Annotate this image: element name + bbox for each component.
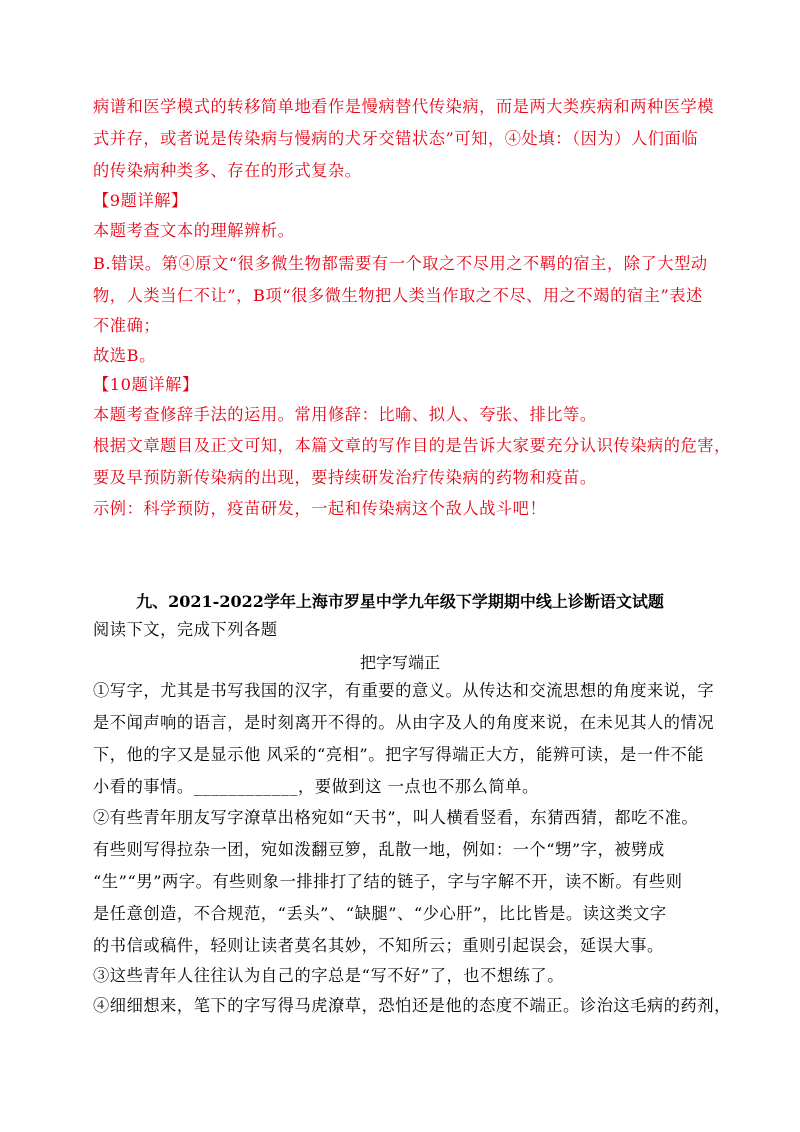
paragraph-line: ③这些青年人往往认为自己的字总是“写不好”了，也不想练了。	[93, 966, 565, 985]
answer-line: B.错误。第④原文“很多微生物都需要有一个取之不尽用之不羁的宿主，除了大型动	[93, 254, 708, 273]
question-10-heading: 【10题详解】	[93, 375, 199, 394]
paragraph-line: 是不闻声响的语言，是时刻离开不得的。从由字及人的角度来说，在未见其人的情况	[93, 713, 715, 732]
answer-line: 要及早预防新传染病的出现，要持续研发治疗传染病的药物和疫苗。	[93, 468, 597, 487]
answer-line: 物，人类当仁不让”，B项“很多微生物把人类当作取之不尽、用之不竭的宿主”表述	[93, 286, 703, 305]
answer-line: 不准确；	[93, 316, 161, 335]
answer-line: 病谱和医学模式的转移简单地看作是慢病替代传染病，而是两大类疾病和两种医学模	[93, 97, 715, 116]
paragraph-line: ④细细想来，笔下的字写得马虎潦草，恐怕还是他的态度不端正。诊治这毛病的药剂，	[93, 996, 731, 1015]
answer-line: 本题考查文本的理解辨析。	[93, 221, 295, 240]
answer-line: 式并存，或者说是传染病与慢病的犬牙交错状态”可知，④处填：（因为）人们面临	[93, 129, 699, 148]
section-heading: 九、2021-2022学年上海市罗星中学九年级下学期期中线上诊断语文试题	[136, 592, 664, 611]
answer-line: 本题考查修辞手法的运用。常用修辞：比喻、拟人、夸张、排比等。	[93, 405, 597, 424]
paragraph-line: 是任意创造，不合规范，“丢头”、“缺腿”、“少心肝”，比比皆是。读这类文字	[93, 904, 667, 923]
paragraph-line: 有些则写得拉杂一团，宛如泼翻豆箩，乱散一地，例如：一个“甥”字，被劈成	[93, 840, 665, 859]
section-instruction: 阅读下文，完成下列各题	[93, 620, 278, 639]
paragraph-line: “生”“男”两字。有些则象一排排打了结的链子，字与字解不开，读不断。有些则	[93, 872, 683, 891]
answer-line: 根据文章题目及正文可知，本篇文章的写作目的是告诉大家要充分认识传染病的危害，	[93, 436, 731, 455]
answer-line: 故选B。	[93, 346, 156, 365]
paragraph-line: ②有些青年朋友写字潦草出格宛如“天书”，叫人横看竖看，东猜西猜，都吃不准。	[93, 808, 699, 827]
question-9-heading: 【9题详解】	[93, 191, 188, 210]
paragraph-line: 小看的事情。____________，要做到这 一点也不那么简单。	[93, 777, 539, 796]
paragraph-line: 的书信或稿件，轻则让读者莫名其妙，不知所云；重则引起误会，延误大事。	[93, 936, 664, 955]
answer-line: 的传染病种类多、存在的形式复杂。	[93, 161, 362, 180]
article-title: 把字写端正	[359, 653, 440, 672]
paragraph-line: ①写字，尤其是书写我国的汉字，有重要的意义。从传达和交流思想的角度来说，字	[93, 681, 715, 700]
paragraph-line: 下，他的字又是显示他 风采的“亮相”。把字写得端正大方，能辨可读，是一件不能	[93, 745, 705, 764]
answer-line: 示例：科学预防，疫苗研发，一起和传染病这个敌人战斗吧！	[93, 499, 547, 518]
